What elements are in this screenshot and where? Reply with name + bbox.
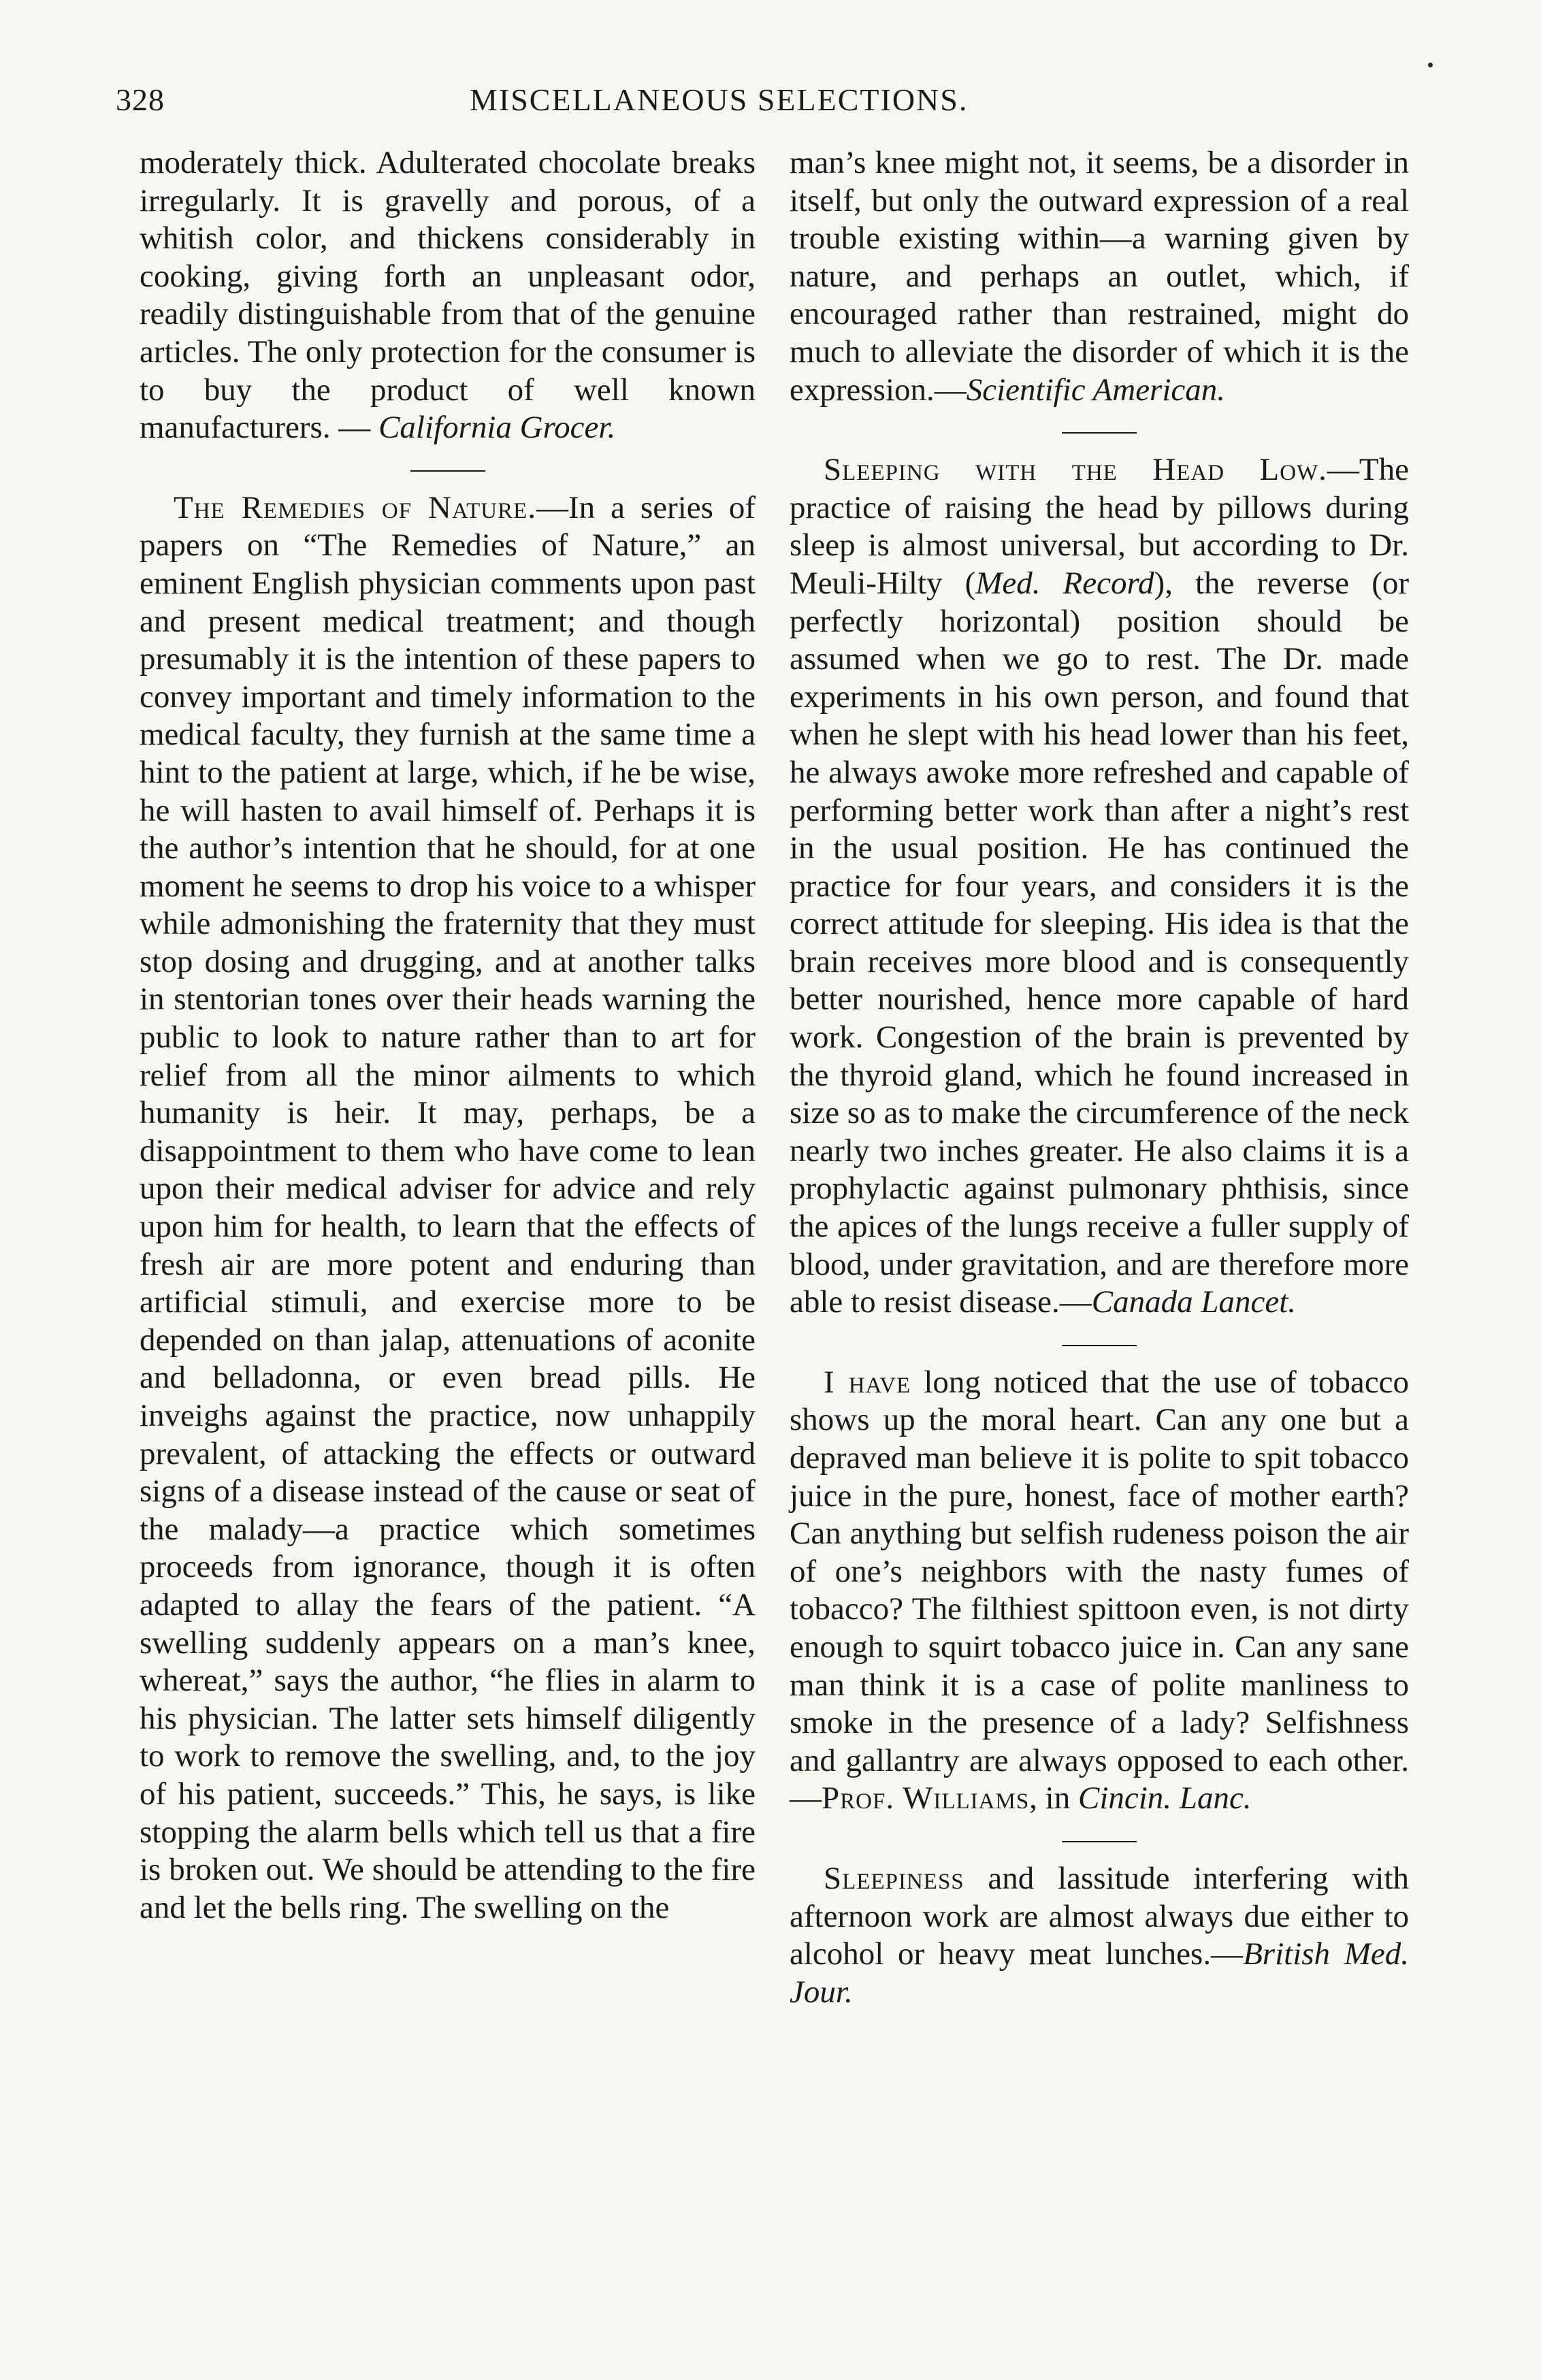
sleepiness-lead: Sleepiness [824, 1860, 964, 1896]
remedies-text: —In a series of papers on “The Remedies of Nature,” an eminent English physician comments upon past and present medical treatment; and though presumably it is the intention of these papers to convey important and timely information to the medical faculty, they furnish at the same time a hint to the patient at large, which, if he be wise, he will hasten to avail himself of. Perhaps it is the author’s intention that he should, for at one moment he seems to drop his voice to a whisper while admonishing the fraternity that they must stop dosing and drugging, and at another talks in stentorian tones over their heads warning the public to look to nature rather than to art for relief from all the minor ailments to which humanity is heir. It may, perhaps, be a disappointment to them who have come to lean upon their medical adviser for advice and rely upon him for health, to learn that the effects of fresh air are more potent and enduring than artificial stimuli, and exercise more to be depended on than jalap, attenuations of aconite and belladonna, or even bread pills. He inveighs against the practice, now unhappily prevalent, of attacking the effects or outward signs of a disease instead of the cause or seat of the malady—a practice which sometimes proceeds from ignorance, though it is often adapted to allay the fears of the patient. “A swelling suddenly appears on a man’s knee, whereat,” says the author, “he flies in alarm to his physician. The latter sets himself diligently to work to remove the swelling, and, to the joy of his patient, succeeds.” This, he says, is like stopping the alarm bells which tell us that a fire is broken out. We should be attending to the fire and let the bells ring. The swelling on the [140, 489, 756, 1925]
sleeping-reference: Med. Record [975, 565, 1154, 601]
sleeping-heading: Sleeping with the Head Low. [824, 452, 1327, 488]
chocolate-text: moderately thick. Adulterated chocolate breaks irregularly. It is gravelly and porous, of a whitish color, and thickens considerably in cooking, giving forth an unpleasant odor, readily distinguishable from that of the genuine articles. The only protection for the consumer is to buy the product of well known manufacturers. — [140, 145, 756, 446]
page-number: 328 [116, 82, 165, 117]
remedies-heading: The Remedies of Nature. [174, 489, 537, 525]
chocolate-source: California Grocer. [378, 410, 616, 446]
left-column [140, 144, 756, 1927]
tobacco-in: , in [1029, 1780, 1078, 1816]
tobacco-author: Prof. Williams [822, 1780, 1030, 1816]
running-title: MISCELLANEOUS SELECTIONS. [470, 82, 969, 117]
right-column [790, 144, 1409, 2011]
section-divider [790, 1818, 1409, 1860]
tobacco-article [790, 1364, 1409, 1818]
section-divider [790, 409, 1409, 451]
tobacco-text: long noticed that the use of tobacco shows up the moral heart. Can any one but a depraved man believe it is polite to spit tobacco juice in the pure, honest, face of mother earth? Can anything but selfish rudeness poison the air of one’s neighbors with the nasty fumes of tobacco? The filthiest spittoon even, is not dirty enough to squirt tobacco juice in. Can any sane man think it is a case of polite manliness to smoke in the presence of a lady? Selfishness and gallantry are always opposed to each other.— [790, 1364, 1409, 1816]
sleepiness-article [790, 1860, 1409, 2011]
remedies-continued [790, 144, 1409, 409]
tobacco-lead: I have [824, 1364, 911, 1400]
tobacco-source: Cincin. Lanc. [1077, 1780, 1252, 1816]
chocolate-article [140, 144, 756, 447]
sleeping-source: Canada Lancet. [1091, 1284, 1297, 1320]
print-mark [1428, 63, 1433, 67]
remedies-source: Scientific American. [966, 372, 1226, 408]
sleeping-text-2: ), the reverse (or perfectly horizontal) position should be assumed when we go to rest. The Dr. made experiments in his own person, and found that when he slept with his head lower than his feet, he always awoke more refreshed and capable of performing better work than after a night’s rest in the usual position. He has continued the practice for four years, and considers it is the correct attitude for sleeping. His idea is that the brain receives more blood and is consequently better nourished, hence more capable of hard work. Congestion of the brain is prevented by the thyroid gland, which he found increased in size so as to make the circumference of the neck nearly two inches greater. He also claims it is a prophylactic against pulmonary phthisis, since the apices of the lungs receive a fuller supply of blood, under gravitation, and are therefore more able to resist disease.— [790, 565, 1409, 1320]
remedies-continued-text: man’s knee might not, it seems, be a disorder in itself, but only the outward expression of a real trouble existing within—a warning given by nature, and perhaps an outlet, which, if encouraged rather than restrained, might do much to alleviate the disorder of which it is the expression.— [790, 145, 1409, 408]
page-header [116, 82, 1409, 136]
sleepiness-source: British Med. Jour. [790, 1936, 1409, 2010]
sleeping-article [790, 451, 1409, 1322]
remedies-article [140, 489, 756, 1927]
section-divider [140, 447, 756, 489]
sleepiness-text: and lassitude interfering with afternoon work are almost always due either to alcohol or heavy meat lunches.— [790, 1860, 1409, 1972]
sleeping-text-1: —The practice of raising the head by pillows during sleep is almost universal, but according to Dr. Meuli-Hilty ( [790, 452, 1409, 601]
section-divider [790, 1322, 1409, 1364]
